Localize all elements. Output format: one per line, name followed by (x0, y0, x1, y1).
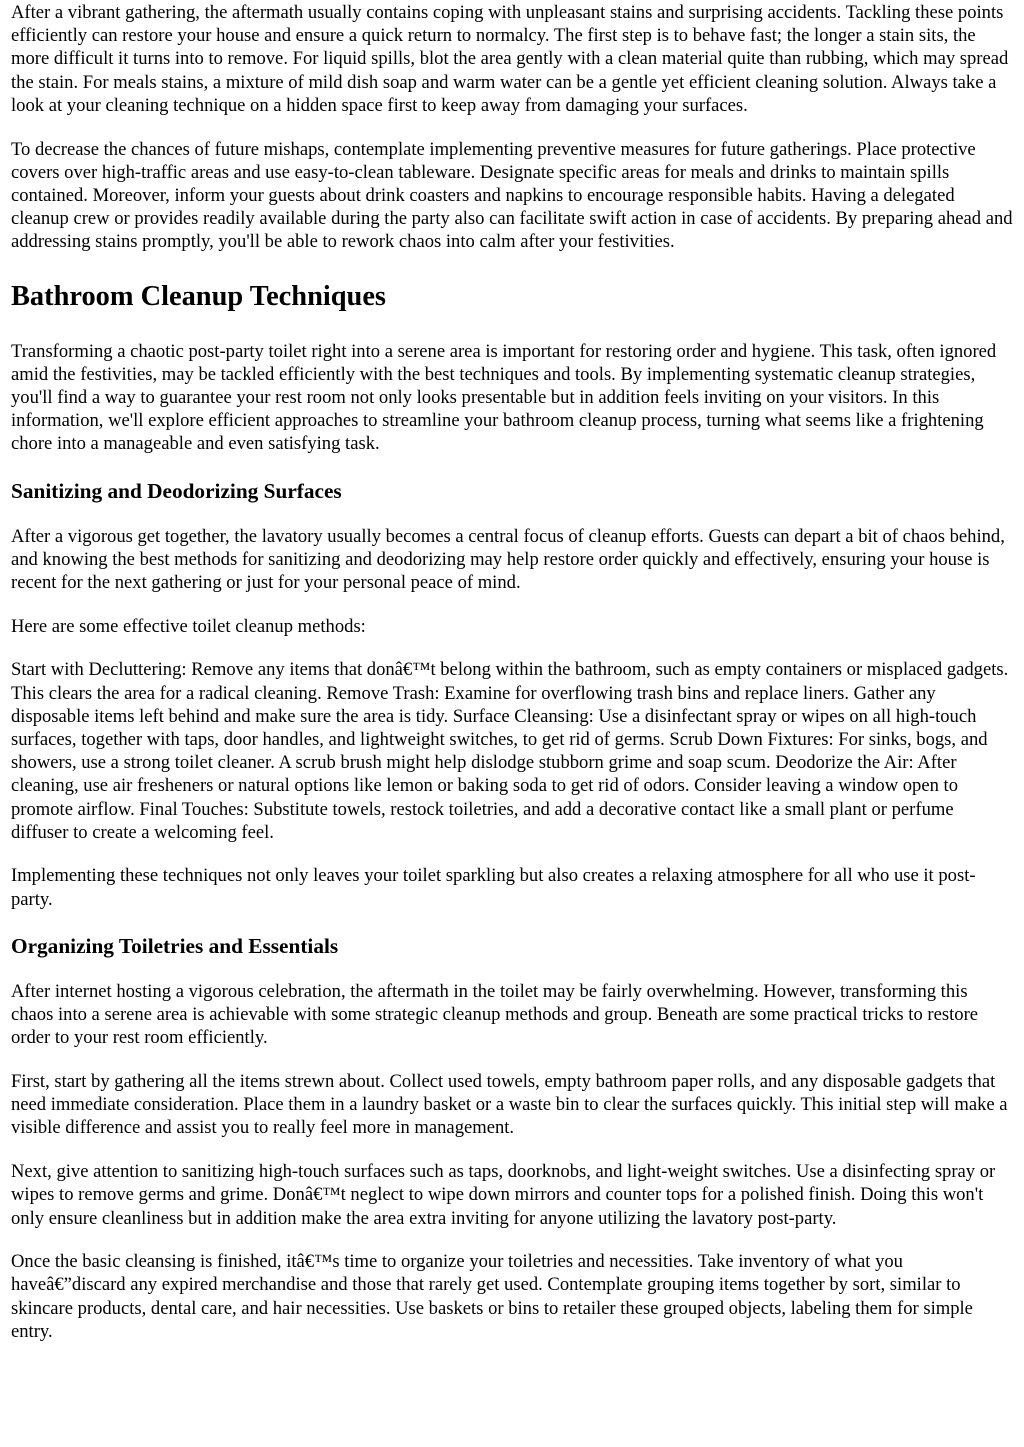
sanitizing-paragraph-1: After a vigorous get together, the lavatory usually becomes a central focus of cleanup efforts. Guests can depart a bit of chaos behind, and knowing the best methods for sanitizing and deodorizing may help restore order quickly and effectively, ensuring your house is recent for the next gathering or just for your personal peace of mind. (11, 525, 1005, 593)
sanitizing-paragraph-2: Here are some effective toilet cleanup methods: (11, 615, 366, 637)
sanitizing-paragraph-4: Implementing these techniques not only leaves your toilet sparkling but also creates a relaxing atmosphere for all who use it post-party. (11, 865, 976, 910)
intro-paragraph-2: To decrease the chances of future mishaps, contemplate implementing preventive measures for future gatherings. Place protective covers over high-traffic areas and use easy-to-clean tableware. Designate specific areas for meals and drinks to maintain spills contained. Moreover, inform your guests about drink coasters and napkins to encourage responsible habits. Having a delegated cleanup crew or provides readily available during the party also can facilitate swift action in case of accidents. By preparing ahead and addressing stains promptly, you'll be able to rework chaos into calm after your festivities. (11, 138, 1013, 253)
sanitizing-paragraph-3: Start with Decluttering: Remove any items that donâ€™t belong within the bathroom, such as empty containers or misplaced gadgets. This clears the area for a radical cleaning. Remove Trash: Examine for overflowing trash bins and replace liners. Gather any disposable items left behind and make sure the area is tidy. Surface Cleansing: Use a disinfectant spray or wipes on all high-touch surfaces, together with taps, door handles, and lightweight switches, to get rid of germs. Scrub Down Fixtures: For sinks, bogs, and showers, use a strong toilet cleaner. A scrub brush might help dislodge stubborn grime and soap scum. Deodorize the Air: After cleaning, use air fresheners or natural options like lemon or baking soda to get rid of odors. Consider leaving a window open to promote airflow. Final Touches: Substitute towels, restock toiletries, and add a decorative contact like a small plant or perfume diffuser to create a welcoming feel. (11, 659, 1009, 843)
section-heading: Bathroom Cleanup Techniques (11, 280, 386, 312)
organizing-paragraph-1: After internet hosting a vigorous celebration, the aftermath in the toilet may be fairly overwhelming. However, transforming this chaos into a serene area is achievable with some strategic cleanup methods and group. Beneath are some practical tricks to restore order to your rest room efficiently. (11, 980, 979, 1049)
intro-paragraph-1: After a vibrant gathering, the aftermath usually contains coping with unpleasant stains and surprising accidents. Tackling these points efficiently can restore your house and ensure a quick return to normalcy. The first step is to behave fast; the longer a stain sits, the more difficult it turns into to remove. For liquid spills, blot the area gently with a clean material quite than rubbing, which may spread the stain. For meals stains, a mixture of mild dish soap and warm water can be a gentle yet efficient cleaning solution. Always take a look at your cleaning technique on a hidden space first to keep away from damaging your surfaces. (11, 2, 1009, 116)
subsection-heading-organizing: Organizing Toiletries and Essentials (11, 933, 339, 958)
organizing-paragraph-3: Next, give attention to sanitizing high-touch surfaces such as taps, doorknobs, and light-weight switches. Use a disinfecting spray or wipes to remove germs and grime. Donâ€™t neglect to wipe down mirrors and counter tops for a polished finish. Doing this won't only ensure cleanliness but in addition make the area extra inviting for anyone utilizing the lavatory post-party. (11, 1161, 996, 1229)
subsection-heading-sanitizing: Sanitizing and Deodorizing Surfaces (11, 478, 342, 503)
article-body (0, 1, 1024, 1343)
organizing-paragraph-4: Once the basic cleansing is finished, itâ€™s time to organize your toiletries and necessities. Take inventory of what you haveâ€”discard any expired merchandise and those that rarely get used. Contemplate grouping items together by sort, similar to skincare products, dental care, and hair necessities. Use baskets or bins to retailer these grouped objects, labeling them for simple entry. (11, 1251, 973, 1342)
section-intro-paragraph: Transforming a chaotic post-party toilet right into a serene area is important for restoring order and hygiene. This task, often ignored amid the festivities, may be tackled efficiently with the best techniques and tools. By implementing systematic cleanup strategies, you'll find a way to guarantee your rest room not only looks presentable but in addition feels inviting on your visitors. In this information, we'll explore efficient approaches to streamline your bathroom cleanup process, turning what seems like a frightening chore into a manageable and even satisfying task. (11, 340, 997, 455)
organizing-paragraph-2: First, start by gathering all the items strewn about. Collect used towels, empty bathroom paper rolls, and any disposable gadgets that need immediate consideration. Place them in a laundry basket or a waste bin to clear the surfaces quickly. This initial step will make a visible difference and assist you to really feel more in management. (11, 1071, 1008, 1139)
